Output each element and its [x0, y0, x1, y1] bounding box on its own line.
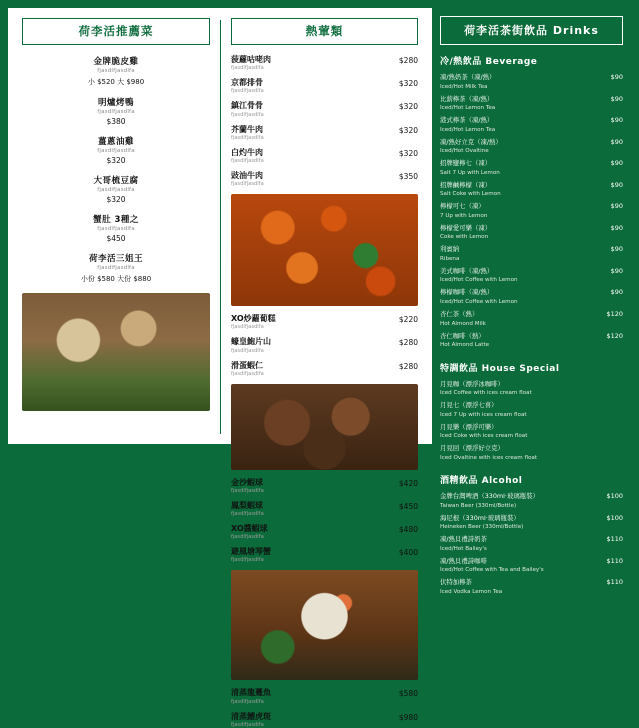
drink-price: $110 [606, 535, 623, 544]
drink-row [440, 138, 623, 156]
item-name: 清蒸鰽虎斑 [230, 711, 271, 721]
item-price: $450 [398, 501, 418, 511]
drink-name: 比薪檸茶（凍/熱） [440, 94, 494, 103]
dish-name: 明爐烤鴨 [97, 98, 134, 108]
drink-name: 月見咖（漂浮冰咖啡） [440, 379, 504, 388]
drink-name: 美式咖啡（凍/熱） [440, 266, 494, 275]
dish-price: $380 [106, 117, 126, 126]
drink-name-en: Iced Ovaltine with ices cream float [440, 454, 538, 461]
item-name-en: fjasdlfjasdlfa [230, 88, 264, 95]
drink-name-en: Iced/Hot Lemon Tea [440, 126, 496, 133]
minced-pork-patty-photo [231, 570, 418, 680]
item-price: $320 [398, 148, 418, 158]
special-heading: 特調飲品 House Special [440, 363, 560, 374]
menu-panels [8, 8, 631, 728]
menu-row [231, 361, 418, 377]
item-name-en: fjasdlfjasdlfa [230, 111, 264, 118]
dish-item [22, 135, 210, 165]
drink-row [440, 492, 623, 510]
item-name: 京都排骨 [230, 78, 263, 88]
drink-row [440, 444, 623, 462]
beverage-heading: 冷/熱飲品 Beverage [440, 57, 538, 67]
menu-row [231, 125, 418, 141]
drink-name: 檸檬可七（凍） [440, 202, 485, 211]
drink-row [440, 310, 623, 328]
drink-row [440, 380, 623, 398]
drink-price: $90 [610, 94, 623, 103]
drink-price: $120 [606, 310, 623, 319]
drink-row [440, 578, 623, 596]
item-name: 豉油牛肉 [230, 170, 263, 180]
item-name: 芥蘭牛肉 [230, 124, 263, 134]
drink-row [440, 224, 623, 242]
hot-dishes-column [223, 16, 426, 728]
drinks-title: 荷李活茶街飲品 Drinks [440, 16, 623, 45]
drink-row [440, 423, 623, 441]
item-name-en: fjasdlfjasdlfa [230, 721, 264, 728]
dish-name: 薑蔥油雞 [97, 137, 134, 147]
drink-name-en: 7 Up with Lemon [440, 212, 488, 219]
menu-row [231, 314, 418, 330]
drink-name-en: Iced/Hot Bailey's [440, 545, 487, 552]
item-price: $350 [398, 171, 418, 181]
item-price: $320 [398, 102, 418, 112]
drink-row [440, 267, 623, 285]
drink-price: $90 [610, 137, 623, 146]
drink-price: $90 [610, 288, 623, 297]
item-name: 金沙蝦球 [230, 477, 263, 487]
drinks-panel [432, 8, 631, 595]
dish-price: $450 [106, 234, 126, 243]
dish-name-en: fjasdlfjasdlfa [97, 68, 135, 74]
menu-row [231, 547, 418, 563]
menu-row [231, 337, 418, 353]
drink-row [440, 288, 623, 306]
item-name: XO炒蘿蔔糕 [230, 314, 276, 324]
dish-price: 小份 $580 大份 $880 [80, 275, 152, 283]
drink-name-en: Iced Coffee with ices cream float [440, 390, 532, 397]
item-name-en: fjasdlfjasdlfa [230, 557, 264, 564]
dish-name-en: fjasdlfjasdlfa [97, 187, 135, 193]
recommended-column [14, 16, 218, 438]
drink-name-en: Coke with Lemon [440, 234, 489, 241]
drink-name: 凍/熱奶茶（凍/熱） [440, 73, 496, 81]
item-price: $420 [398, 478, 418, 488]
dish-price: $320 [106, 156, 126, 165]
drink-name-en: Iced/Hot Coffee with Tea and Bailey's [440, 567, 544, 574]
drink-name: 招牌鹹檸檬（凍） [440, 180, 492, 189]
drink-price: $110 [606, 556, 623, 565]
drink-row [440, 116, 623, 134]
drink-row [440, 181, 623, 199]
drink-price: $90 [610, 116, 623, 125]
drink-row [440, 514, 623, 532]
dish-item [22, 96, 210, 126]
menu-row [231, 171, 418, 187]
drink-name: 招牌鹽檸七（凍） [440, 159, 492, 168]
drink-name: 凍/熱好立克（凍/熱） [440, 137, 502, 146]
sweet-sour-pork-photo [231, 194, 418, 306]
menu-row [231, 501, 418, 517]
drink-name: 凍/熱貝禮詩奶茶 [440, 535, 487, 544]
drink-name-en: Taiwan Beer (330ml/Bottle) [440, 502, 517, 509]
item-name: 白灼牛肉 [230, 147, 263, 157]
drink-name-en: Ribena [440, 255, 460, 262]
dish-name: 金牌脆皮雞 [93, 57, 139, 67]
menu-row [231, 478, 418, 494]
item-name: 避風塘琴蟹 [230, 547, 271, 557]
drink-name-en: Salt Coke with Lemon [440, 191, 501, 198]
drink-row [440, 332, 623, 350]
braised-beef-photo [231, 384, 418, 470]
drink-price: $90 [610, 223, 623, 232]
item-name-en: fjasdlfjasdlfa [230, 534, 264, 541]
drink-price: $120 [606, 331, 623, 340]
drink-name: 金牌台灣啤酒（330ml·玻璃瓶裝） [440, 492, 539, 501]
item-price: $280 [398, 56, 418, 65]
drink-row [440, 557, 623, 575]
item-name-en: fjasdlfjasdlfa [230, 65, 264, 72]
drink-name: 杏仁茶（熱） [440, 310, 479, 319]
item-price: $980 [398, 712, 418, 722]
item-name-en: fjasdlfjasdlfa [230, 487, 264, 494]
roast-chicken-platter-photo [22, 293, 210, 411]
recommended-title: 荷李活推薦菜 [22, 18, 210, 45]
drink-price: $90 [610, 73, 623, 81]
drink-name-en: Iced Vodka Lemon Tea [440, 588, 503, 595]
item-name: 蠔皇鮑片山 [230, 337, 271, 347]
item-name-en: fjasdlfjasdlfa [230, 698, 264, 705]
drink-price: $90 [610, 180, 623, 189]
drink-name-en: Hot Almond Milk [440, 320, 486, 327]
drink-price: $110 [606, 578, 623, 587]
dish-price: $320 [106, 195, 126, 204]
dish-price: 小 $520 大 $980 [87, 78, 145, 86]
item-name: 清蒸龍躉魚 [230, 688, 271, 698]
item-price: $280 [398, 338, 418, 348]
dish-item [22, 252, 210, 284]
menu-row [231, 55, 418, 71]
drink-row [440, 73, 623, 91]
menu-row [231, 78, 418, 94]
menu-row [231, 101, 418, 117]
drink-price: $90 [610, 202, 623, 211]
item-name-en: fjasdlfjasdlfa [230, 324, 264, 331]
drink-name: 月見七（漂浮七喜） [440, 401, 498, 410]
dish-name-en: fjasdlfjasdlfa [97, 148, 135, 154]
menu-row [231, 148, 418, 164]
drink-name-en: Salt 7 Up with Lemon [440, 169, 500, 176]
food-panel [8, 8, 432, 728]
drink-name-en: Iced/Hot Coffee with Lemon [440, 277, 518, 284]
dish-name: 大哥梳豆腐 [93, 176, 139, 186]
drink-name-en: Iced 7 Up with ices cream float [440, 411, 527, 418]
item-name-en: fjasdlfjasdlfa [230, 134, 264, 141]
item-name: XO醬蝦球 [230, 524, 268, 534]
alcohol-heading: 酒精飲品 Alcohol [440, 476, 523, 487]
item-name-en: fjasdlfjasdlfa [230, 157, 264, 164]
item-price: $580 [398, 689, 418, 699]
drink-price: $90 [610, 159, 623, 168]
dish-name: 蟹肚 3種之 [93, 215, 139, 225]
drink-name: 杏仁咖啡（熱） [440, 331, 485, 340]
drink-name: 凍/熱貝禮詩咖啡 [440, 556, 487, 565]
drink-name-en: Iced Coke with ices cream float [440, 433, 528, 440]
drink-price: $100 [606, 492, 623, 501]
drink-row [440, 95, 623, 113]
item-price: $280 [398, 361, 418, 371]
dish-item [22, 55, 210, 87]
item-name: 鳳梨蝦球 [230, 500, 263, 510]
drink-row [440, 535, 623, 553]
drink-name: 檸檬愛可樂（凍） [440, 223, 492, 232]
drink-name-en: Iced/Hot Milk Tea [440, 83, 488, 90]
item-price: $400 [398, 548, 418, 558]
dish-item [22, 174, 210, 204]
drink-row [440, 202, 623, 220]
menu-row [231, 688, 418, 704]
drink-name: 利賓納 [440, 245, 460, 254]
drink-name: 海尼根（330ml·玻璃瓶裝） [440, 513, 520, 522]
dish-item [22, 213, 210, 243]
item-price: $220 [398, 315, 418, 325]
drink-price: $90 [610, 266, 623, 275]
item-price: $320 [398, 79, 418, 89]
item-name: 滑蛋蝦仁 [230, 360, 263, 370]
drink-name: 月見樂（漂浮可樂） [440, 422, 498, 431]
dish-name-en: fjasdlfjasdlfa [97, 226, 135, 232]
drink-name-en: Hot Almond Latte [440, 342, 490, 349]
drink-name-en: Iced/Hot Ovaltine [440, 148, 489, 155]
dish-name-en: fjasdlfjasdlfa [97, 265, 135, 271]
item-price: $320 [398, 125, 418, 135]
dish-name-en: fjasdlfjasdlfa [97, 109, 135, 115]
item-name-en: fjasdlfjasdlfa [230, 511, 264, 518]
drink-row [440, 401, 623, 419]
drink-row [440, 245, 623, 263]
menu-row [231, 524, 418, 540]
drink-name: 伏特加檸茶 [440, 578, 472, 587]
drink-name: 港式檸茶（凍/熱） [440, 116, 494, 125]
drink-row [440, 159, 623, 177]
drink-price: $90 [610, 245, 623, 254]
item-name-en: fjasdlfjasdlfa [230, 370, 264, 377]
column-divider [220, 20, 221, 434]
drink-name-en: Iced/Hot Lemon Tea [440, 105, 496, 112]
hot-dishes-title: 熱葷類 [231, 18, 418, 45]
drink-name-en: Iced/Hot Coffee with Lemon [440, 298, 518, 305]
item-price: $480 [398, 525, 418, 535]
item-name: 鎮江骨骨 [230, 101, 263, 111]
drink-price: $100 [606, 513, 623, 522]
item-name-en: fjasdlfjasdlfa [230, 347, 264, 354]
item-name: 菠蘿咕咾肉 [230, 55, 271, 64]
menu-row [231, 712, 418, 728]
item-name-en: fjasdlfjasdlfa [230, 181, 264, 188]
drink-name: 月見回（漂浮好立克） [440, 444, 504, 453]
drink-name: 檸檬咖啡（凍/熱） [440, 288, 494, 297]
drink-name-en: Heineken Beer (330ml/Bottle) [440, 524, 524, 531]
dish-name: 荷李活三姐王 [88, 254, 143, 264]
